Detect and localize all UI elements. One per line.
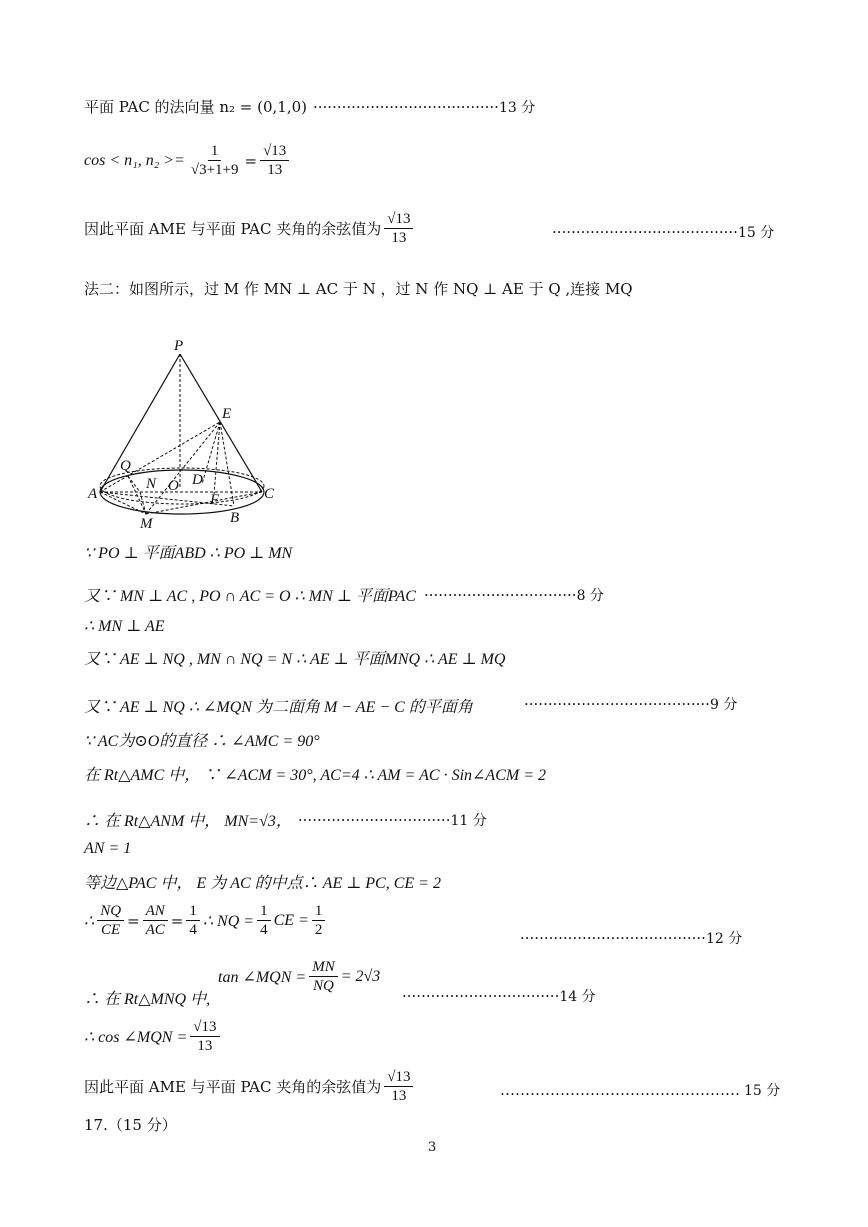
proof-line [84, 840, 131, 858]
edge-PA [100, 354, 180, 492]
proof-line [84, 728, 320, 751]
fraction [186, 902, 200, 939]
score: 8 分 [576, 587, 604, 604]
page-number-text: 3 [428, 1140, 437, 1155]
segment-QN [128, 476, 140, 492]
denominator: √3+1+9 [190, 162, 239, 178]
numerator: NQ [97, 902, 124, 921]
fraction [190, 1018, 219, 1055]
proof-line [84, 986, 210, 1009]
dot-leader: ······································· [312, 97, 499, 116]
equals: = [244, 151, 258, 170]
proof-line [84, 762, 546, 785]
label-M: M [140, 516, 153, 532]
conclusion-text: 因此平面 AME 与平面 PAC 夹角的余弦值为 [84, 1078, 382, 1096]
proof-text: 又∵ MN ⊥ AC , PO ∩ AC = O ∴ MN ⊥ 平面PAC [84, 588, 416, 605]
fraction [143, 902, 168, 939]
score-leader [552, 222, 774, 242]
ratio-mid: ∴ NQ = [202, 912, 255, 930]
fraction [188, 142, 242, 179]
label-D: D [192, 472, 203, 488]
score: 13 分 [498, 99, 536, 116]
denominator: CE [101, 922, 121, 938]
score-leader [524, 694, 737, 714]
cone-figure [84, 336, 294, 536]
method-two-text: 法二：如图所示，过 M 作 MN ⊥ AC 于 N ，过 N 作 NQ ⊥ AE 于 Q ,连接 MQ [84, 280, 633, 298]
numerator: 1 [208, 142, 222, 161]
dot-leader: ······································· [524, 695, 710, 713]
page-number [428, 1140, 436, 1155]
tan-value: = 2√3 [340, 967, 381, 985]
proof-text: 又∵ AE ⊥ NQ ∴ ∠MQN 为二面角 M − AE − C 的平面角 [84, 699, 473, 716]
proof-text: ∴ 在 Rt△ANM 中， MN=√3， [84, 813, 292, 830]
proof-line [84, 583, 604, 606]
fraction [384, 210, 413, 247]
label-N: N [146, 476, 157, 492]
score-leader [520, 928, 742, 948]
label-O: O [168, 478, 179, 494]
proof-line [84, 646, 505, 669]
label-B: B [230, 510, 240, 526]
dot-leader: ································· [402, 987, 560, 1005]
numerator: √13 [384, 1068, 413, 1087]
fraction [384, 1068, 413, 1105]
label-Q: Q [120, 458, 131, 474]
segment-MC [146, 492, 262, 514]
proof-text: ∵ PO ⊥ 平面ABD ∴ PO ⊥ MN [84, 545, 293, 562]
numerator: √13 [260, 142, 289, 161]
denominator: 13 [391, 1088, 407, 1104]
dot-leader: ································ [423, 585, 577, 604]
proof-text: 又∵ AE ⊥ NQ , MN ∩ NQ = N ∴ AE ⊥ 平面MNQ ∴ AE ⊥ MQ [84, 651, 506, 668]
question-heading [84, 1114, 177, 1135]
label-A: A [88, 486, 98, 502]
denominator: NQ [313, 978, 334, 994]
normal-vector-line [84, 96, 535, 117]
cos-lhs: cos < n₁, n₂ >= [84, 151, 185, 169]
ratio-mid: CE = [273, 911, 309, 929]
numerator: 1 [186, 902, 200, 921]
proof-text: ∴ MN ⊥ AE [84, 618, 165, 635]
denominator: 13 [391, 230, 407, 246]
proof-text: AN = 1 [84, 840, 132, 857]
proof-line [84, 870, 441, 893]
score: 9 分 [709, 697, 738, 713]
dot-leader: ······································· [552, 223, 738, 241]
score: 14 分 [559, 989, 596, 1005]
numerator: √13 [384, 210, 413, 229]
fraction [97, 902, 124, 939]
fraction [257, 902, 271, 939]
conclusion-text: 因此平面 AME 与平面 PAC 夹角的余弦值为 [84, 220, 382, 238]
dot-leader: ······································· [520, 929, 706, 947]
score: 15 分 [744, 1083, 781, 1099]
label-E: E [222, 406, 232, 422]
segment-EB [220, 422, 234, 506]
denominator: 2 [314, 922, 323, 938]
cos-lhs: ∴ cos ∠MQN = [84, 1028, 188, 1046]
numerator: AN [143, 902, 168, 921]
label-F: F [210, 492, 220, 508]
dot-leader: ································ [297, 810, 451, 829]
proof-text: 等边△PAC 中， E 为 AC 的中点∴ AE ⊥ PC, CE = 2 [84, 875, 441, 892]
conclusion-line [84, 1068, 416, 1105]
score: 15 分 [737, 225, 775, 241]
proof-text: ∵ AC为⊙O的直径 ∴ ∠AMC = 90° [84, 733, 320, 750]
denominator: 4 [260, 922, 268, 938]
cos-line [84, 1018, 223, 1055]
conclusion-line [84, 210, 416, 247]
therefore: ∴ [84, 912, 95, 930]
score: 12 分 [705, 931, 743, 947]
proof-text: ∴ 在 Rt△MNQ 中, [84, 991, 211, 1008]
score-leader [402, 986, 596, 1006]
label-P: P [174, 338, 184, 354]
question-number: 17.（15 分） [84, 1116, 177, 1134]
numerator: 1 [257, 902, 271, 921]
numerator: 1 [312, 902, 326, 921]
numerator: √13 [190, 1018, 219, 1037]
proof-line [84, 616, 164, 636]
tan-line [218, 958, 380, 995]
equals: = [127, 911, 140, 930]
denominator: 13 [267, 162, 283, 178]
proof-line [84, 694, 473, 717]
denominator: 13 [197, 1038, 213, 1054]
proof-line [84, 540, 292, 563]
tan-lhs: tan ∠MQN = [218, 968, 307, 986]
proof-line [84, 808, 487, 831]
normal-vector-text: 平面 PAC 的法向量 n₂ = (0,1,0) [84, 98, 307, 116]
fraction [309, 958, 338, 995]
denominator: 4 [189, 922, 197, 938]
cos-formula-line [84, 142, 292, 179]
fraction [312, 902, 326, 939]
dot-leader: ………………………………………… [500, 1081, 740, 1099]
fraction [260, 142, 289, 179]
ratio-line [84, 902, 328, 939]
method-two-line [84, 278, 633, 299]
score-leader [500, 1080, 780, 1100]
numerator: MN [309, 958, 338, 977]
denominator: AC [145, 922, 165, 938]
proof-text: 在 Rt△AMC 中， ∵ ∠ACM = 30°, AC=4 ∴ AM = AC · Sin∠ACM = 2 [84, 767, 546, 784]
label-C: C [264, 486, 275, 502]
score: 11 分 [450, 812, 487, 829]
equals: = [170, 911, 184, 930]
